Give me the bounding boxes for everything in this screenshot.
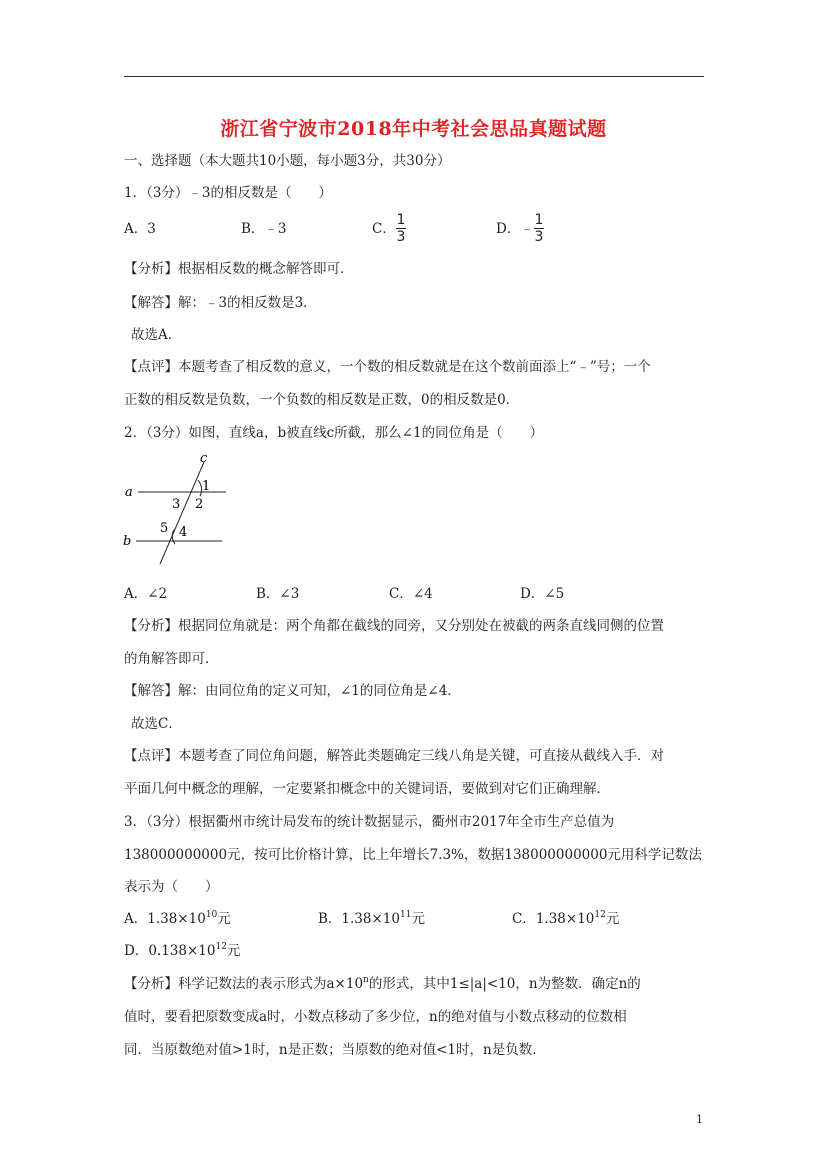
q3-option-c-unit: 元 [605,911,620,927]
q2-option-b: B．∠3 [256,586,300,602]
q2-analysis-line1: 【分析】根据同位角就是：两个角都在截线的同旁，又分别处在被截的两条直线同侧的位置 [124,618,664,634]
q2-stem: 2．（3分）如图，直线a，b被直线c所截，那么∠1的同位角是（ ） [124,425,544,441]
q1-comment-line2: 正数的相反数是负数，一个负数的相反数是正数，0的相反数是0． [124,392,520,408]
q2-option-a: A．∠2 [124,586,168,602]
q3-option-c-base: C．1.38×10 [512,911,595,927]
q3-option-b-exponent: 11 [399,910,412,920]
q3-analysis-exponent: n [363,975,369,985]
fraction-numerator: 1 [534,212,544,228]
q3-option-b [318,909,425,929]
line-c [160,462,204,564]
q2-comment-line1: 【点评】本题考查了同位角问题，解答此类题确定三线八角是关键，可直接从截线入手．对 [124,748,664,764]
q3-option-d-base: D．0.138×10 [124,943,216,959]
section-heading: 一、选择题（本大题共10小题，每小题3分，共30分） [124,153,451,169]
fraction-denominator: 3 [396,229,406,245]
q3-stem-line2: 138000000000元，按可比价格计算，比上年增长7.3%，数据138000000000元用科学记数法 [124,847,702,863]
q1-option-a: A．3 [124,221,156,237]
label-angle-5: 5 [160,521,169,536]
q3-analysis-line2: 值时，要看把原数变成a时，小数点移动了多少位，n的绝对值与小数点移动的位数相 [124,1009,627,1025]
q1-option-d: D．﹣ [496,221,534,237]
q3-option-b-unit: 元 [411,911,425,927]
q3-option-a-exponent: 10 [205,910,218,920]
q2-option-d: D．∠5 [520,586,565,602]
q1-analysis: 【分析】根据相反数的概念解答即可． [124,261,354,277]
q3-option-c-exponent: 12 [594,910,606,920]
page-number: 1 [696,1113,703,1126]
q1-stem: 1．（3分）﹣3的相反数是（ ） [124,185,333,201]
fraction-numerator: 1 [396,212,406,228]
q2-choice: 故选C． [131,716,182,732]
label-angle-2: 2 [195,497,204,512]
q3-option-d-unit: 元 [226,943,241,959]
q3-option-a-unit: 元 [217,911,231,927]
q2-comment-line2: 平面几何中概念的理解，一定要紧扣概念中的关键词语，要做到对它们正确理解． [124,781,610,797]
q3-analysis-line1 [124,974,641,994]
q3-analysis-part1: 【分析】科学记数法的表示形式为a×10 [124,976,364,992]
label-angle-3: 3 [172,497,181,512]
page-title: 浙江省宁波市2018年中考社会思品真题试题 [220,118,607,140]
q3-option-d-exponent: 12 [215,942,227,952]
q3-analysis-part2: 的形式，其中1≤|a|<10，n为整数．确定n的 [368,976,641,992]
q3-stem-line3: 表示为（ ） [124,879,219,895]
q1-solution: 【解答】解：﹣3的相反数是3． [124,295,317,311]
q1-choice: 故选A． [131,327,182,343]
q2-option-c: C．∠4 [389,586,433,602]
q3-option-d [124,941,240,961]
label-c: c [200,451,208,466]
q1-option-b: B．﹣3 [241,221,287,237]
parallel-lines-figure [118,448,233,570]
header-rule [124,76,704,77]
fraction-denominator: 3 [534,229,544,245]
q3-option-a-base: A．1.38×10 [124,911,206,927]
label-a: a [125,485,133,500]
label-angle-1: 1 [202,479,211,494]
q3-option-b-base: B．1.38×10 [318,911,400,927]
q1-comment-line1: 【点评】本题考查了相反数的意义，一个数的相反数就是在这个数前面添上“﹣”号；一个 [124,359,651,375]
label-angle-4: 4 [179,525,188,540]
q3-analysis-line3: 同．当原数绝对值>1时，n是正数；当原数的绝对值<1时，n是负数． [124,1042,546,1058]
q2-analysis-line2: 的角解答即可． [124,651,219,667]
q3-stem-line1: 3．（3分）根据衢州市统计局发布的统计数据显示，衢州市2017年全市生产总值为 [124,814,615,830]
q1-option-c-fraction [396,212,406,245]
q3-option-c [512,909,619,929]
q1-option-d-fraction [534,212,544,245]
label-b: b [123,534,132,549]
q1-option-c: C． [372,221,396,237]
q2-solution: 【解答】解：由同位角的定义可知，∠1的同位角是∠4． [124,683,461,699]
q3-option-a [124,909,231,929]
